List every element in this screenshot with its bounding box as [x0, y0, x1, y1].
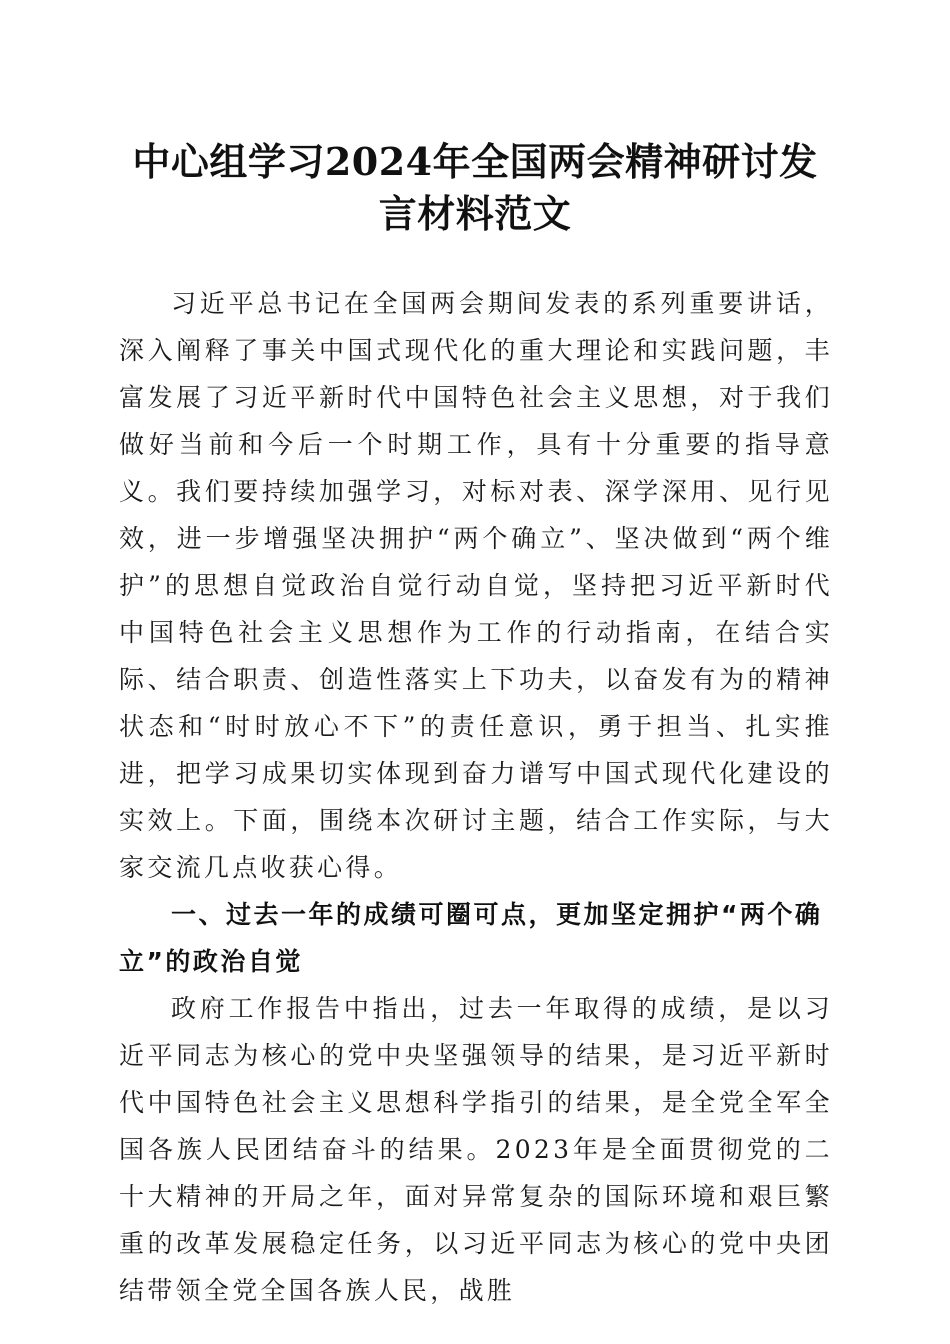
- intro-paragraph: 习近平总书记在全国两会期间发表的系列重要讲话，深入阐释了事关中国式现代化的重大理论和实践问题，丰富发展了习近平新时代中国特色社会主义思想，对于我们做好当前和今后一个时期工作，具有十分重要的指导意义。我们要持续加强学习，对标对表、深学深用、见行见效，进一步增强坚决拥护“两个确立”、坚决做到“两个维护”的思想自觉政治自觉行动自觉，坚持把习近平新时代中国特色社会主义思想作为工作的行动指南，在结合实际、结合职责、创造性落实上下功夫，以奋发有为的精神状态和“时时放心不下”的责任意识，勇于担当、扎实推进，把学习成果切实体现到奋力谱写中国式现代化建设的实效上。下面，围绕本次研讨主题，结合工作实际，与大家交流几点收获心得。: [119, 289, 833, 882]
- document-title: 中心组学习2024年全国两会精神研讨发言材料范文: [132, 139, 818, 236]
- section-1-heading: 一、过去一年的成绩可圈可点，更加坚定拥护“两个确立”的政治自觉: [119, 900, 823, 976]
- document-body: [119, 280, 833, 1314]
- section-1-paragraph: 政府工作报告中指出，过去一年取得的成绩，是以习近平同志为核心的党中央坚强领导的结果，是习近平新时代中国特色社会主义思想科学指引的结果，是全党全军全国各族人民团结奋斗的结果。2023年是全面贯彻党的二十大精神的开局之年，面对异常复杂的国际环境和艰巨繁重的改革发展稳定任务，以习近平同志为核心的党中央团结带领全党全国各族人民，战胜: [119, 994, 833, 1305]
